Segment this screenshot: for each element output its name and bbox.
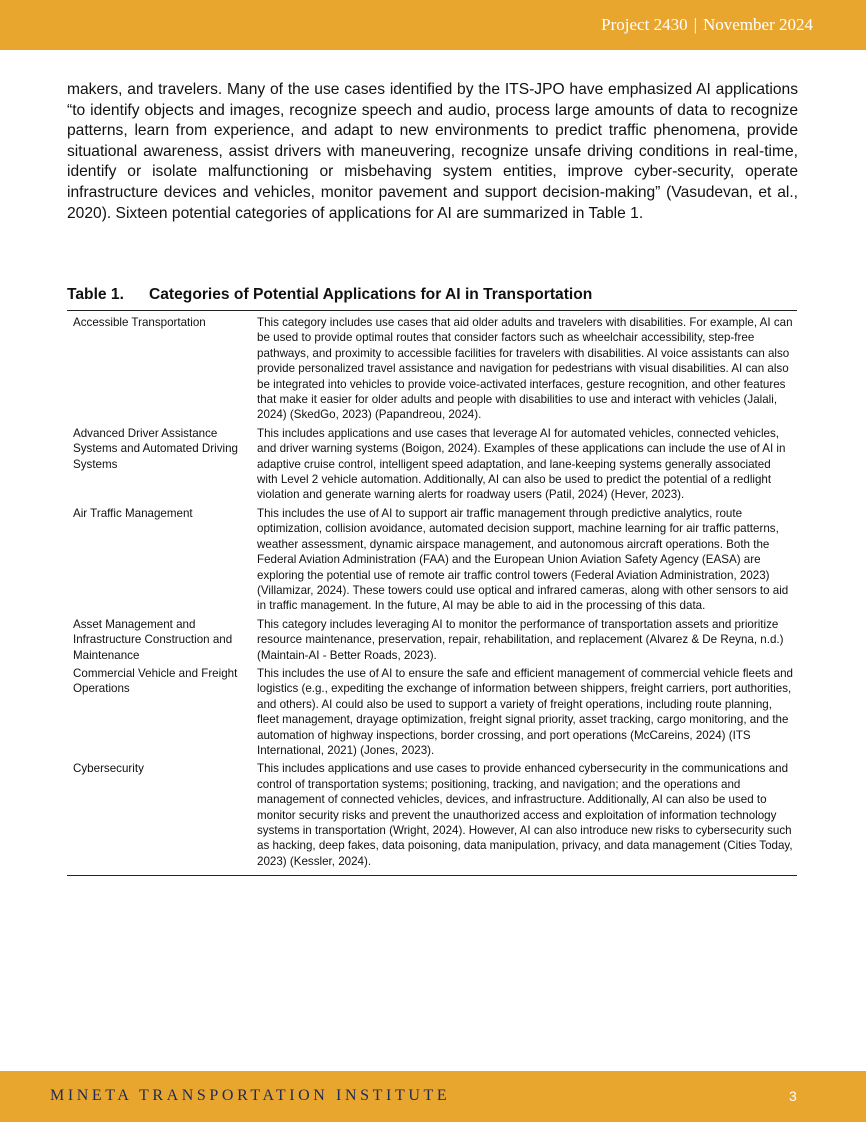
header-date: November 2024	[702, 15, 813, 34]
table-row	[67, 424, 797, 504]
running-header	[601, 15, 813, 35]
description-cell: This includes the use of AI to ensure the safe and efficient management of commercial vehicle fleets and logistics (e.g., expediting the exchange of information between shippers, freight carriers, port authorities, and others). AI could also be used to support a variety of freight operations, including route planning, fleet management, drayage optimization, freight signal priority, asset tracking, cargo monitoring, and the automation of highway inspections, border crossing, and port operations (McCareins, 2024) (ITS International, 2021) (Jones, 2023).	[257, 666, 793, 757]
table-row	[67, 615, 797, 664]
table-row	[67, 504, 797, 615]
page-number: 3	[789, 1088, 797, 1104]
description-cell: This includes the use of AI to support air traffic management through predictive analytics, route optimization, collision avoidance, automated decision support, machine learning for air traffic patterns, weather assessment, dynamic airspace management, and autonomous aircraft operations. Both the Federal Aviation Administration (FAA) and the European Union Aviation Safety Agency (EASA) are exploring the potential use of remote air traffic control towers (Federal Aviation Administration, 2023) (Villamizar, 2024). These towers could use optical and infrared cameras, along with other sensors to aid in traffic management. In the future, AI may be able to aid in the processing of this data.	[257, 506, 789, 613]
category-cell: Cybersecurity	[73, 762, 144, 776]
category-cell: Air Traffic Management	[73, 506, 193, 520]
description-cell: This category includes use cases that aid older adults and travelers with disabilities. For example, AI can be used to provide optimal routes that consider factors such as wheelchair accessibility, step-free pathways, and proximity to accessible facilities for travelers with disabilities. AI voice assistants can also provide personalized travel assistance and navigation for pedestrians with visual disabilities. AI can also be integrated into vehicles to provide voice-activated interfaces, gesture recognition, and other features that make it easier for older adults and people with disabilities to use and interact with vehicles (Jalali, 2024) (SkedGo, 2023) (Papandreou, 2024).	[257, 316, 793, 422]
table-row	[67, 759, 797, 875]
header-separator: |	[693, 15, 697, 34]
description-cell: This includes applications and use cases that leverage AI for automated vehicles, connected vehicles, and driver warning systems (Boigon, 2024). Examples of these applications can include the use of AI in adaptive cruise control, intelligent speed adaptation, and lane-keeping systems generally associated with Level 2 vehicle automation. Additionally, AI can also be used to predict the potential of a redlight violation and generate warning alerts for roadway users (Patil, 2024) (Hever, 2023).	[257, 426, 786, 502]
header-project: Project 2430	[601, 15, 688, 34]
body-paragraph: makers, and travelers. Many of the use cases identified by the ITS-JPO have emphasized AI applications “to identify objects and images, recognize speech and audio, process large amounts of data to recognize patterns, learn from experience, and adapt to new environments to predict traffic phenomena, provide situational awareness, assist drivers with maneuvering, recognize unsafe driving conditions in real-time, identify or isolate malfunctioning or misbehaving system entities, improve cyber-security, operate infrastructure devices and vehicles, monitor pavement and support decision-making” (Vasudevan, et al., 2020). Sixteen potential categories of applications for AI are summarized in Table 1.	[67, 81, 798, 222]
category-cell: Advanced Driver Assistance Systems and Automated Driving Systems	[73, 426, 238, 471]
description-cell: This includes applications and use cases to provide enhanced cybersecurity in the communications and control of transportation systems; positioning, tracking, and navigation; and the operations and management of connected vehicles, devices, and infrastructure. Additionally, AI can also be used to monitor security risks and prevent the unauthorized access and exploitation of information technology systems in transportation (Wright, 2024). However, AI can also introduce new risks to cybersecurity such as hacking, deep fakes, data poisoning, data manipulation, privacy, and data management (Cities Today, 2023) (Kessler, 2024).	[257, 762, 793, 868]
table-caption	[67, 286, 592, 304]
table-row	[67, 664, 797, 759]
institute-name: MINETA TRANSPORTATION INSTITUTE	[50, 1087, 451, 1104]
table-title: Categories of Potential Applications for AI in Transportation	[149, 286, 593, 303]
table-row	[67, 311, 797, 424]
category-cell: Accessible Transportation	[73, 316, 206, 329]
category-cell: Asset Management and Infrastructure Construction and Maintenance	[73, 617, 233, 662]
category-cell: Commercial Vehicle and Freight Operations	[73, 666, 238, 696]
table-number: Table 1.	[67, 286, 124, 303]
categories-table	[67, 310, 797, 876]
description-cell: This category includes leveraging AI to monitor the performance of transportation assets and prioritize resource maintenance, preservation, repair, rehabilitation, and replacement (Alvarez & De Reyna, n.d.) (Maintain-AI - Better Roads, 2023).	[257, 617, 784, 662]
